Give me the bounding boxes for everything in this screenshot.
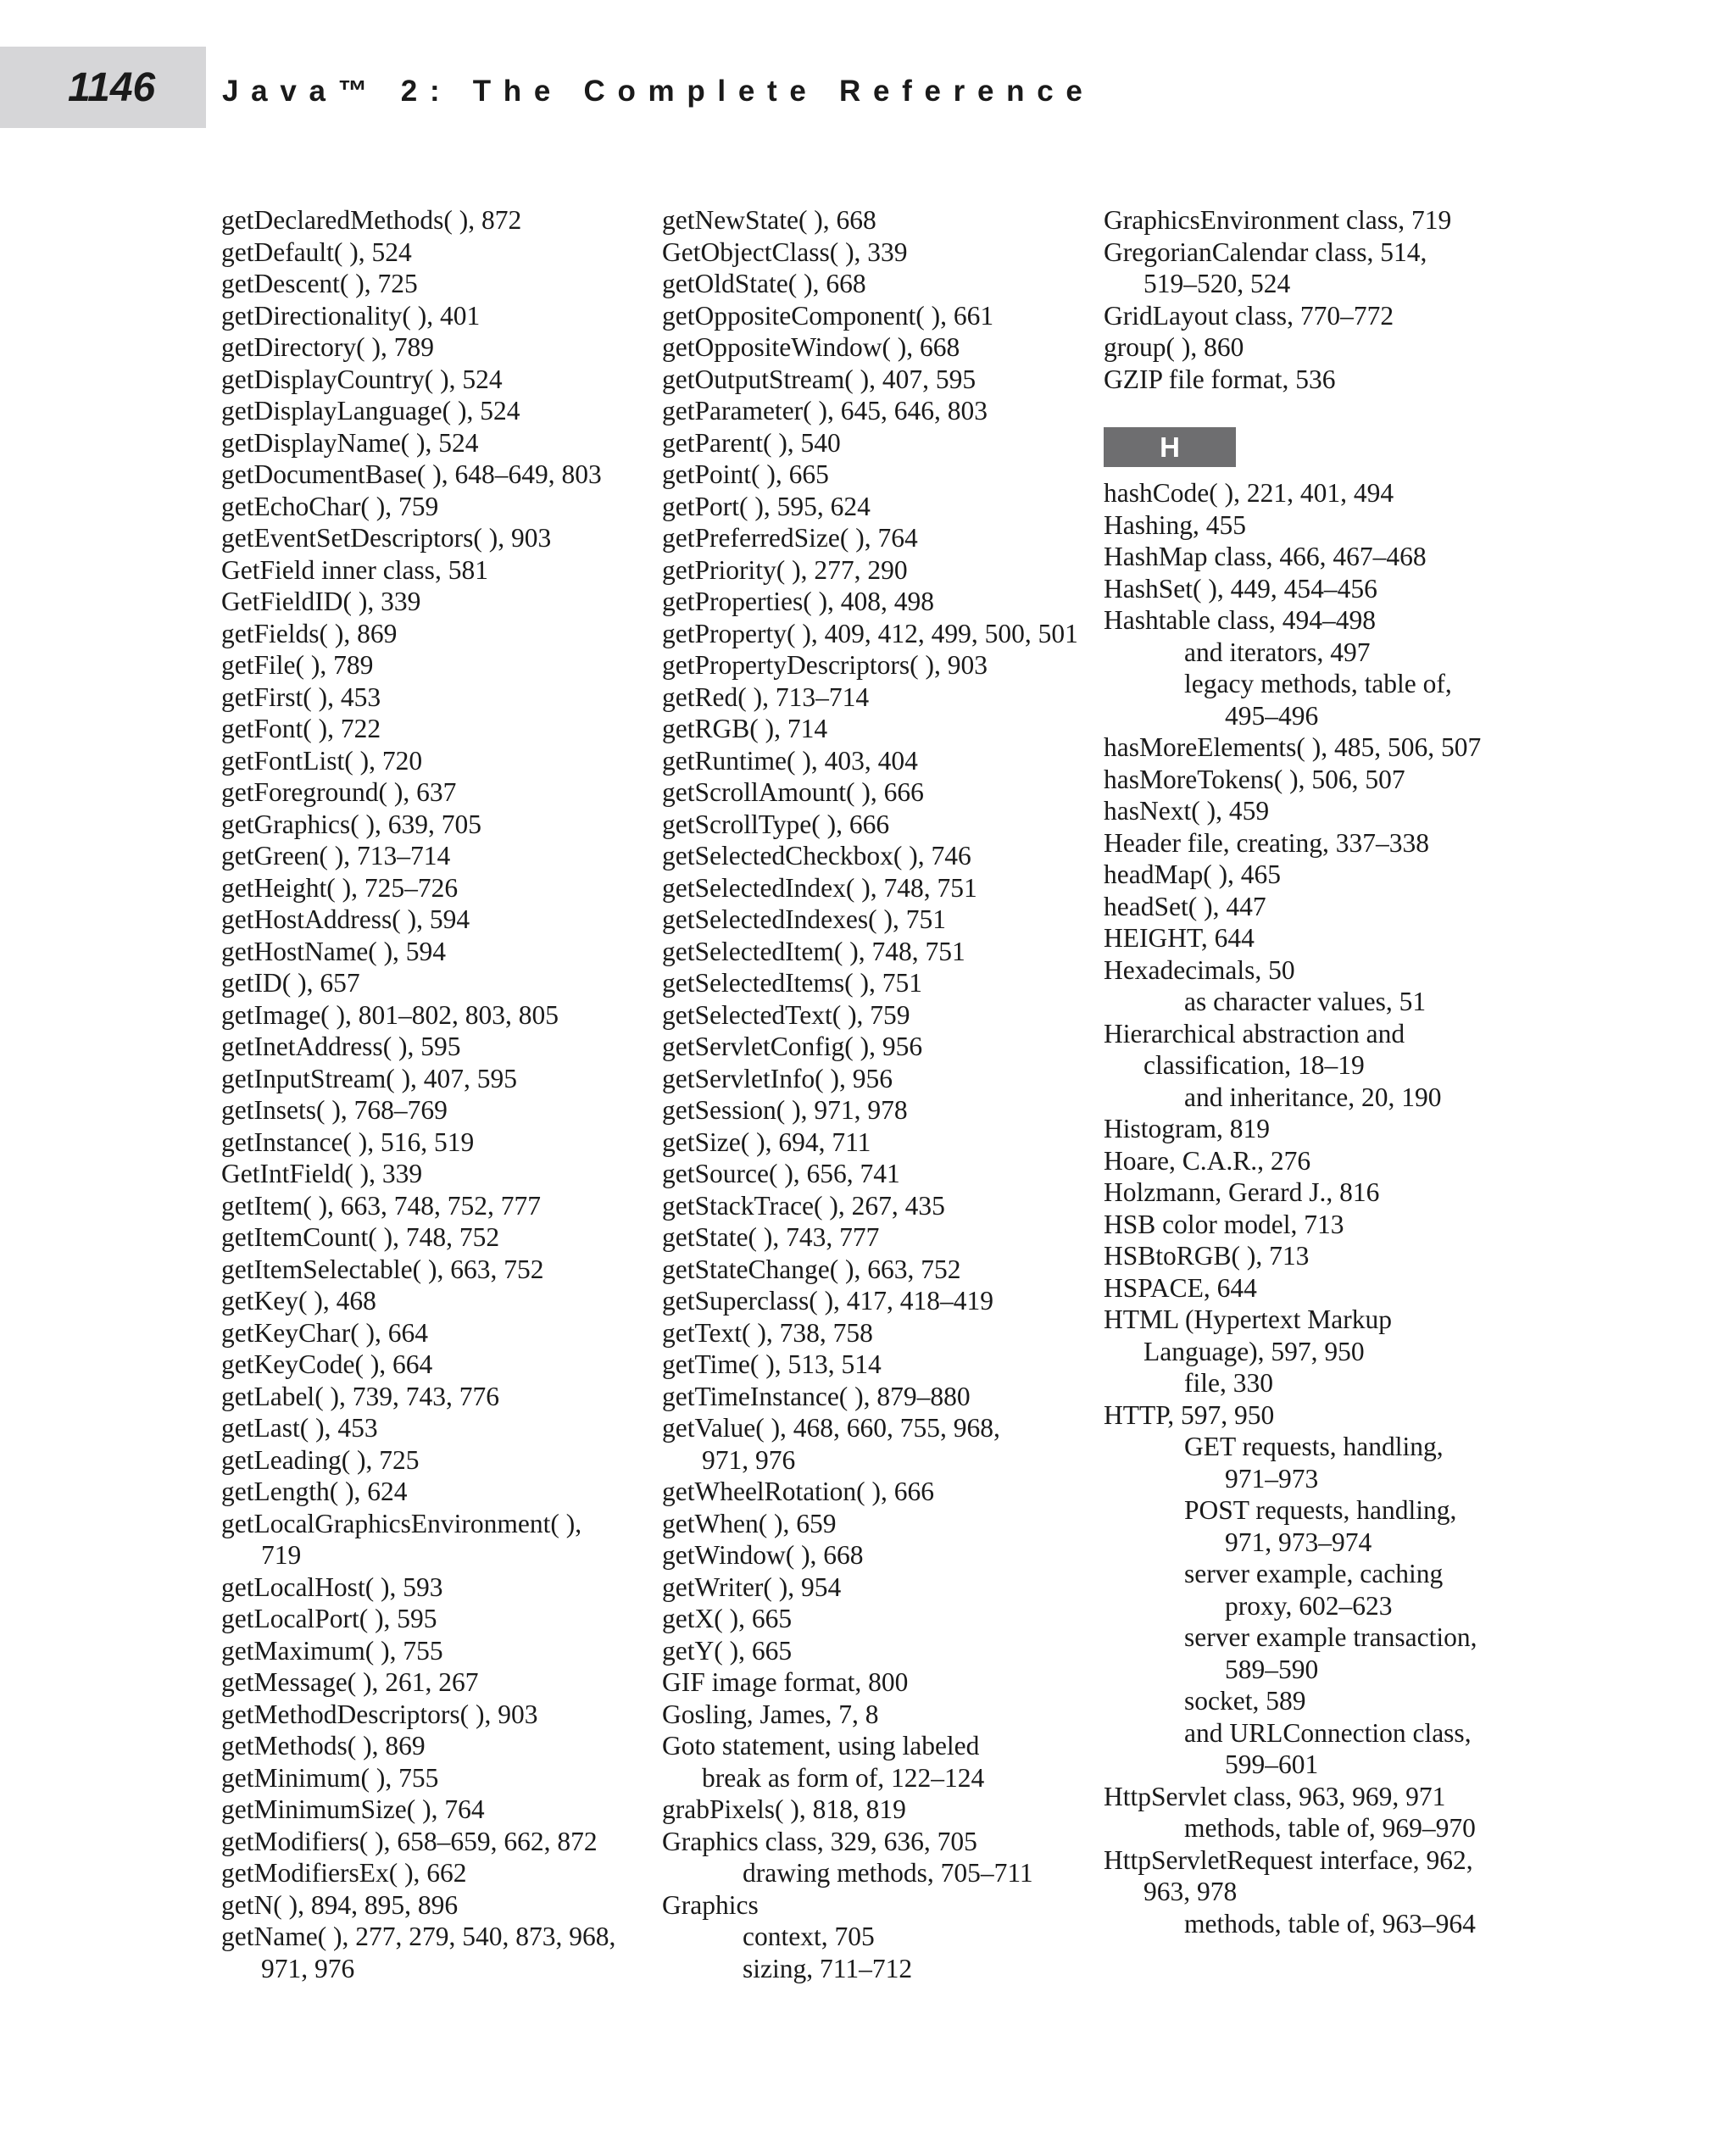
index-entry: Hashtable class, 494–498	[1104, 605, 1377, 635]
index-entry: getHostName( ), 594	[221, 936, 447, 966]
index-entry: getDefault( ), 524	[221, 236, 412, 267]
index-entry: getProperties( ), 408, 498	[662, 587, 935, 616]
index-subentry: and URLConnection class,	[1184, 1717, 1472, 1748]
index-entry: getValue( ), 468, 660, 755, 968,	[662, 1413, 1000, 1443]
index-entry: getItem( ), 663, 748, 752, 777	[221, 1190, 542, 1221]
index-entry: getX( ), 665	[662, 1604, 793, 1633]
index-entry: getDocumentBase( ), 648–649, 803	[221, 459, 602, 489]
index-entry: getKeyChar( ), 664	[221, 1317, 429, 1348]
index-entry: getFirst( ), 453	[221, 681, 381, 712]
index-entry: getMessage( ), 261, 267	[221, 1667, 479, 1697]
index-entry: getInputStream( ), 407, 595	[221, 1063, 518, 1093]
index-entry: getMethods( ), 869	[221, 1731, 426, 1761]
index-entry: group( ), 860	[1104, 332, 1244, 362]
index-entry: getKey( ), 468	[221, 1286, 376, 1316]
index-entry: Hexadecimals, 50	[1104, 954, 1295, 985]
index-entry: HashMap class, 466, 467–468	[1104, 542, 1427, 571]
running-header-title: Java™ 2: The Complete Reference	[222, 75, 1095, 108]
index-entry: getLocalGraphicsEnvironment( ),	[221, 1508, 582, 1538]
index-subentry: and iterators, 497	[1184, 637, 1371, 667]
index-entry: getMinimumSize( ), 764	[221, 1794, 485, 1824]
index-entry: HSPACE, 644	[1104, 1272, 1257, 1303]
index-entry: getSelectedIndexes( ), 751	[662, 904, 946, 934]
index-entry: GetFieldID( ), 339	[221, 587, 421, 616]
index-entry: getWindow( ), 668	[662, 1540, 864, 1570]
index-entry: getLabel( ), 739, 743, 776	[221, 1381, 500, 1411]
index-entry: HTML (Hypertext Markup	[1104, 1304, 1392, 1334]
index-column-1	[221, 204, 645, 1984]
index-entry: getSelectedItem( ), 748, 751	[662, 936, 965, 966]
index-entry: getOppositeComponent( ), 661	[662, 300, 994, 331]
index-entry: getKeyCode( ), 664	[221, 1349, 433, 1379]
index-entry: HttpServlet class, 963, 969, 971	[1104, 1781, 1446, 1811]
index-column-2	[662, 204, 1086, 1984]
index-entry: getPort( ), 595, 624	[662, 491, 871, 521]
index-entry: getScrollAmount( ), 666	[662, 777, 924, 807]
index-subentry: methods, table of, 963–964	[1184, 1908, 1476, 1939]
index-entry: getY( ), 665	[662, 1635, 793, 1666]
index-entry: getLocalHost( ), 593	[221, 1571, 443, 1602]
index-entry: getLength( ), 624	[221, 1477, 408, 1506]
index-subentry: Language), 597, 950	[1143, 1336, 1365, 1366]
index-subentry: POST requests, handling,	[1184, 1495, 1457, 1525]
index-subentry: 519–520, 524	[1143, 269, 1291, 298]
index-entry: getFont( ), 722	[221, 714, 381, 743]
index-subentry: context, 705	[743, 1922, 875, 1951]
index-entry: getName( ), 277, 279, 540, 873, 968,	[221, 1922, 616, 1951]
index-entry: getStackTrace( ), 267, 435	[662, 1190, 945, 1221]
index-entry: Hashing, 455	[1104, 509, 1246, 540]
index-entry: Header file, creating, 337–338	[1104, 827, 1429, 858]
index-subentry: legacy methods, table of,	[1184, 669, 1452, 698]
index-entry: getItemSelectable( ), 663, 752	[221, 1254, 544, 1284]
index-entry: getMaximum( ), 755	[221, 1635, 443, 1666]
index-entry: HttpServletRequest interface, 962,	[1104, 1844, 1473, 1875]
index-entry: GetObjectClass( ), 339	[662, 236, 908, 267]
index-subentry: 599–601	[1225, 1749, 1319, 1779]
index-entry: getMinimum( ), 755	[221, 1762, 439, 1793]
index-column-3	[1104, 204, 1544, 1939]
index-entry: headMap( ), 465	[1104, 859, 1282, 889]
page-number: 1146	[68, 65, 156, 110]
index-entry: hashCode( ), 221, 401, 494	[1104, 478, 1394, 508]
index-entry: getSelectedItems( ), 751	[662, 968, 923, 998]
index-entry: Hoare, C.A.R., 276	[1104, 1145, 1311, 1176]
index-entry: HSB color model, 713	[1104, 1209, 1344, 1239]
index-entry: getParent( ), 540	[662, 427, 841, 458]
index-subentry: GET requests, handling,	[1184, 1432, 1444, 1461]
index-entry: hasMoreTokens( ), 506, 507	[1104, 764, 1405, 794]
index-entry: getSize( ), 694, 711	[662, 1126, 871, 1157]
index-entry: getEventSetDescriptors( ), 903	[221, 523, 552, 553]
index-subentry: socket, 589	[1184, 1686, 1306, 1716]
index-entry: getPreferredSize( ), 764	[662, 523, 918, 553]
index-entry: getPropertyDescriptors( ), 903	[662, 650, 988, 680]
index-subentry: 719	[261, 1540, 302, 1570]
index-entry: getOutputStream( ), 407, 595	[662, 364, 976, 394]
index-entry: getSelectedCheckbox( ), 746	[662, 841, 971, 871]
index-entry: getImage( ), 801–802, 803, 805	[221, 999, 559, 1030]
index-entry: getDirectionality( ), 401	[221, 300, 481, 331]
index-entry: getHostAddress( ), 594	[221, 904, 470, 934]
index-entry: getState( ), 743, 777	[662, 1222, 880, 1252]
index-subentry: sizing, 711–712	[743, 1953, 913, 1983]
index-entry: getFile( ), 789	[221, 650, 374, 680]
index-subentry: file, 330	[1184, 1368, 1273, 1398]
index-entry: Goto statement, using labeled	[662, 1731, 980, 1761]
index-entry: GraphicsEnvironment class, 719	[1104, 205, 1452, 235]
index-entry: getTimeInstance( ), 879–880	[662, 1381, 971, 1411]
index-entry: getDisplayCountry( ), 524	[221, 364, 503, 394]
index-entry: HashSet( ), 449, 454–456	[1104, 573, 1377, 604]
index-subentry: drawing methods, 705–711	[743, 1858, 1033, 1888]
index-entry: getSource( ), 656, 741	[662, 1159, 900, 1188]
index-entry: getParameter( ), 645, 646, 803	[662, 396, 988, 426]
index-entry: GZIP file format, 536	[1104, 364, 1336, 394]
index-entry: getLeading( ), 725	[221, 1444, 420, 1475]
index-subentry: as character values, 51	[1184, 987, 1427, 1016]
index-entry: Holzmann, Gerard J., 816	[1104, 1177, 1380, 1207]
index-entry: getScrollType( ), 666	[662, 809, 890, 839]
index-subentry: 963, 978	[1143, 1877, 1238, 1906]
section-letter-heading: H	[1104, 427, 1236, 467]
index-subentry: 971, 973–974	[1225, 1527, 1372, 1557]
index-entry: getNewState( ), 668	[662, 205, 876, 235]
index-entry: getModifiers( ), 658–659, 662, 872	[221, 1826, 598, 1856]
index-entry: getN( ), 894, 895, 896	[221, 1889, 459, 1920]
index-entry: GetIntField( ), 339	[221, 1159, 423, 1188]
index-entry: getStateChange( ), 663, 752	[662, 1254, 961, 1284]
index-subentry: methods, table of, 969–970	[1184, 1813, 1476, 1843]
index-entry: getProperty( ), 409, 412, 499, 500, 501	[662, 618, 1078, 648]
index-subentry: server example, caching	[1184, 1559, 1444, 1588]
index-entry: getRed( ), 713–714	[662, 681, 870, 712]
index-entry: getGraphics( ), 639, 705	[221, 809, 482, 839]
index-entry: getForeground( ), 637	[221, 777, 457, 807]
index-subentry: 495–496	[1225, 700, 1319, 731]
index-entry: Hierarchical abstraction and	[1104, 1018, 1405, 1049]
index-entry: grabPixels( ), 818, 819	[662, 1794, 906, 1824]
index-entry: getText( ), 738, 758	[662, 1317, 873, 1348]
index-entry: getDisplayLanguage( ), 524	[221, 396, 520, 426]
index-entry: headSet( ), 447	[1104, 891, 1266, 921]
index-entry: getSelectedText( ), 759	[662, 999, 910, 1030]
index-subentry: proxy, 602–623	[1225, 1590, 1393, 1621]
index-subentry: server example transaction,	[1184, 1622, 1477, 1652]
index-subentry: break as form of, 122–124	[702, 1762, 985, 1793]
index-entry: getID( ), 657	[221, 968, 360, 998]
index-subentry: 971, 976	[261, 1953, 355, 1983]
index-entry: Gosling, James, 7, 8	[662, 1699, 879, 1729]
index-entry: getGreen( ), 713–714	[221, 841, 451, 871]
index-entry: getMethodDescriptors( ), 903	[221, 1699, 538, 1729]
index-entry: Graphics	[662, 1889, 759, 1920]
index-entry: HSBtoRGB( ), 713	[1104, 1241, 1310, 1271]
index-entry: getDirectory( ), 789	[221, 332, 435, 362]
index-entry: getInstance( ), 516, 519	[221, 1126, 475, 1157]
index-entry: getSession( ), 971, 978	[662, 1095, 908, 1125]
index-entry: getModifiersEx( ), 662	[221, 1858, 467, 1888]
index-entry: getEchoChar( ), 759	[221, 491, 439, 521]
index-subentry: 971–973	[1225, 1463, 1319, 1494]
index-entry: getWhen( ), 659	[662, 1508, 837, 1538]
index-entry: getRGB( ), 714	[662, 714, 828, 743]
index-entry: GIF image format, 800	[662, 1667, 909, 1697]
index-entry: getFields( ), 869	[221, 618, 398, 648]
index-entry: getItemCount( ), 748, 752	[221, 1222, 500, 1252]
index-entry: hasNext( ), 459	[1104, 796, 1270, 826]
index-entry: getSuperclass( ), 417, 418–419	[662, 1286, 994, 1316]
index-subentry: 971, 976	[702, 1444, 796, 1475]
index-entry: getDescent( ), 725	[221, 269, 418, 298]
index-entry: Graphics class, 329, 636, 705	[662, 1826, 977, 1856]
index-subentry: 589–590	[1225, 1654, 1319, 1684]
index-entry: getDisplayName( ), 524	[221, 427, 479, 458]
index-entry: getServletInfo( ), 956	[662, 1063, 893, 1093]
index-entry: getSelectedIndex( ), 748, 751	[662, 872, 977, 903]
index-entry: getPriority( ), 277, 290	[662, 554, 908, 585]
index-entry: GridLayout class, 770–772	[1104, 300, 1394, 331]
index-entry: GregorianCalendar class, 514,	[1104, 236, 1427, 267]
index-entry: getFontList( ), 720	[221, 745, 423, 776]
index-entry: getLocalPort( ), 595	[221, 1604, 437, 1633]
index-entry: hasMoreElements( ), 485, 506, 507	[1104, 732, 1482, 762]
index-entry: getTime( ), 513, 514	[662, 1349, 882, 1379]
index-entry: getInsets( ), 768–769	[221, 1095, 448, 1125]
index-entry: getWheelRotation( ), 666	[662, 1477, 935, 1506]
index-subentry: classification, 18–19	[1143, 1050, 1365, 1080]
index-entry: getRuntime( ), 403, 404	[662, 745, 918, 776]
index-entry: getInetAddress( ), 595	[221, 1032, 461, 1061]
index-entry: Histogram, 819	[1104, 1114, 1270, 1143]
index-entry: HTTP, 597, 950	[1104, 1399, 1275, 1430]
index-entry: getHeight( ), 725–726	[221, 872, 459, 903]
index-entry: getLast( ), 453	[221, 1413, 378, 1443]
index-entry: getDeclaredMethods( ), 872	[221, 205, 522, 235]
index-entry: getOppositeWindow( ), 668	[662, 332, 960, 362]
index-entry: GetField inner class, 581	[221, 554, 488, 585]
index-subentry: and inheritance, 20, 190	[1184, 1082, 1442, 1112]
index-entry: getWriter( ), 954	[662, 1571, 842, 1602]
index-entry: getServletConfig( ), 956	[662, 1032, 923, 1061]
index-entry: getOldState( ), 668	[662, 269, 866, 298]
index-entry: HEIGHT, 644	[1104, 923, 1255, 953]
index-entry: getPoint( ), 665	[662, 459, 829, 489]
